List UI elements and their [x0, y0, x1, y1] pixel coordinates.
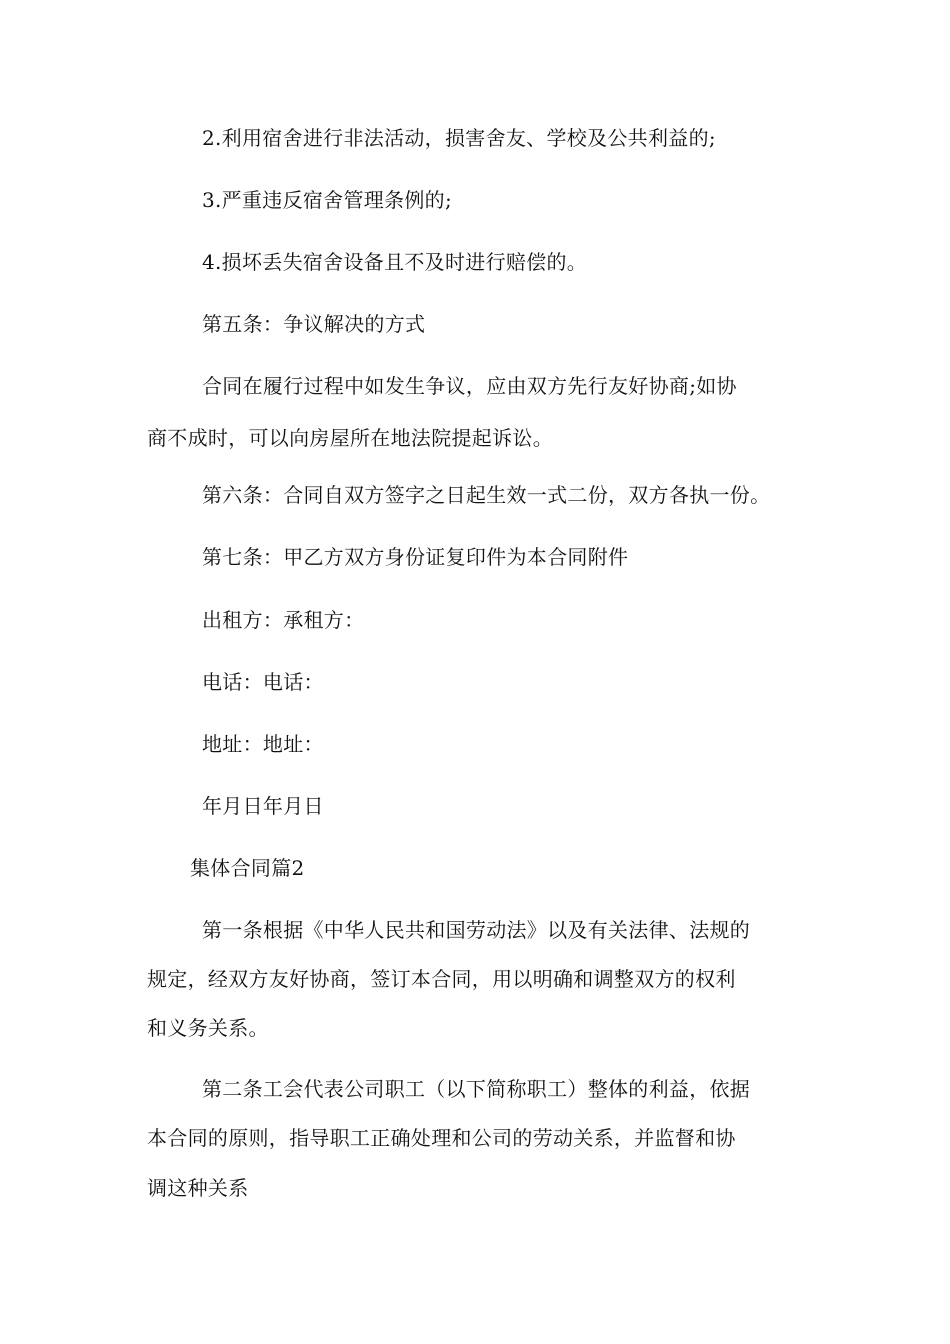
article-2-line-2: 本合同的原则，指导职工正确处理和公司的劳动关系，并监督和协 — [147, 1126, 736, 1150]
article-2-line-1: 第二条工会代表公司职工（以下简称职工）整体的利益，依据 — [202, 1077, 751, 1101]
address-label: 地址：地址： — [202, 732, 324, 756]
clause-item-4: 4.损坏丢失宿舍设备且不及时进行赔偿的。 — [202, 250, 588, 274]
clause-item-3: 3.严重违反宿舍管理条例的; — [202, 188, 453, 212]
article-7-text: 第七条：甲乙方双方身份证复印件为本合同附件 — [202, 545, 629, 569]
article-1-line-2: 规定，经双方友好协商，签订本合同，用以明确和调整双方的权利 — [147, 967, 736, 991]
article-5-text-line-2: 商不成时，可以向房屋所在地法院提起诉讼。 — [147, 426, 553, 450]
section-title: 集体合同篇2 — [190, 856, 305, 880]
article-1-line-3: 和义务关系。 — [147, 1016, 269, 1040]
phone-label: 电话：电话： — [202, 670, 324, 694]
article-1-line-1: 第一条根据《中华人民共和国劳动法》以及有关法律、法规的 — [202, 918, 751, 942]
lessor-lessee-label: 出租方：承租方： — [202, 608, 365, 632]
clause-item-2: 2.利用宿舍进行非法活动，损害舍友、学校及公共利益的; — [202, 126, 716, 150]
article-6-text: 第六条：合同自双方签字之日起生效一式二份，双方各执一份。 — [202, 483, 771, 507]
article-5-text-line-1: 合同在履行过程中如发生争议，应由双方先行友好协商;如协 — [202, 374, 737, 398]
article-2-line-3: 调这种关系 — [147, 1176, 249, 1200]
article-5-heading: 第五条：争议解决的方式 — [202, 312, 426, 336]
date-label: 年月日年月日 — [202, 794, 324, 818]
